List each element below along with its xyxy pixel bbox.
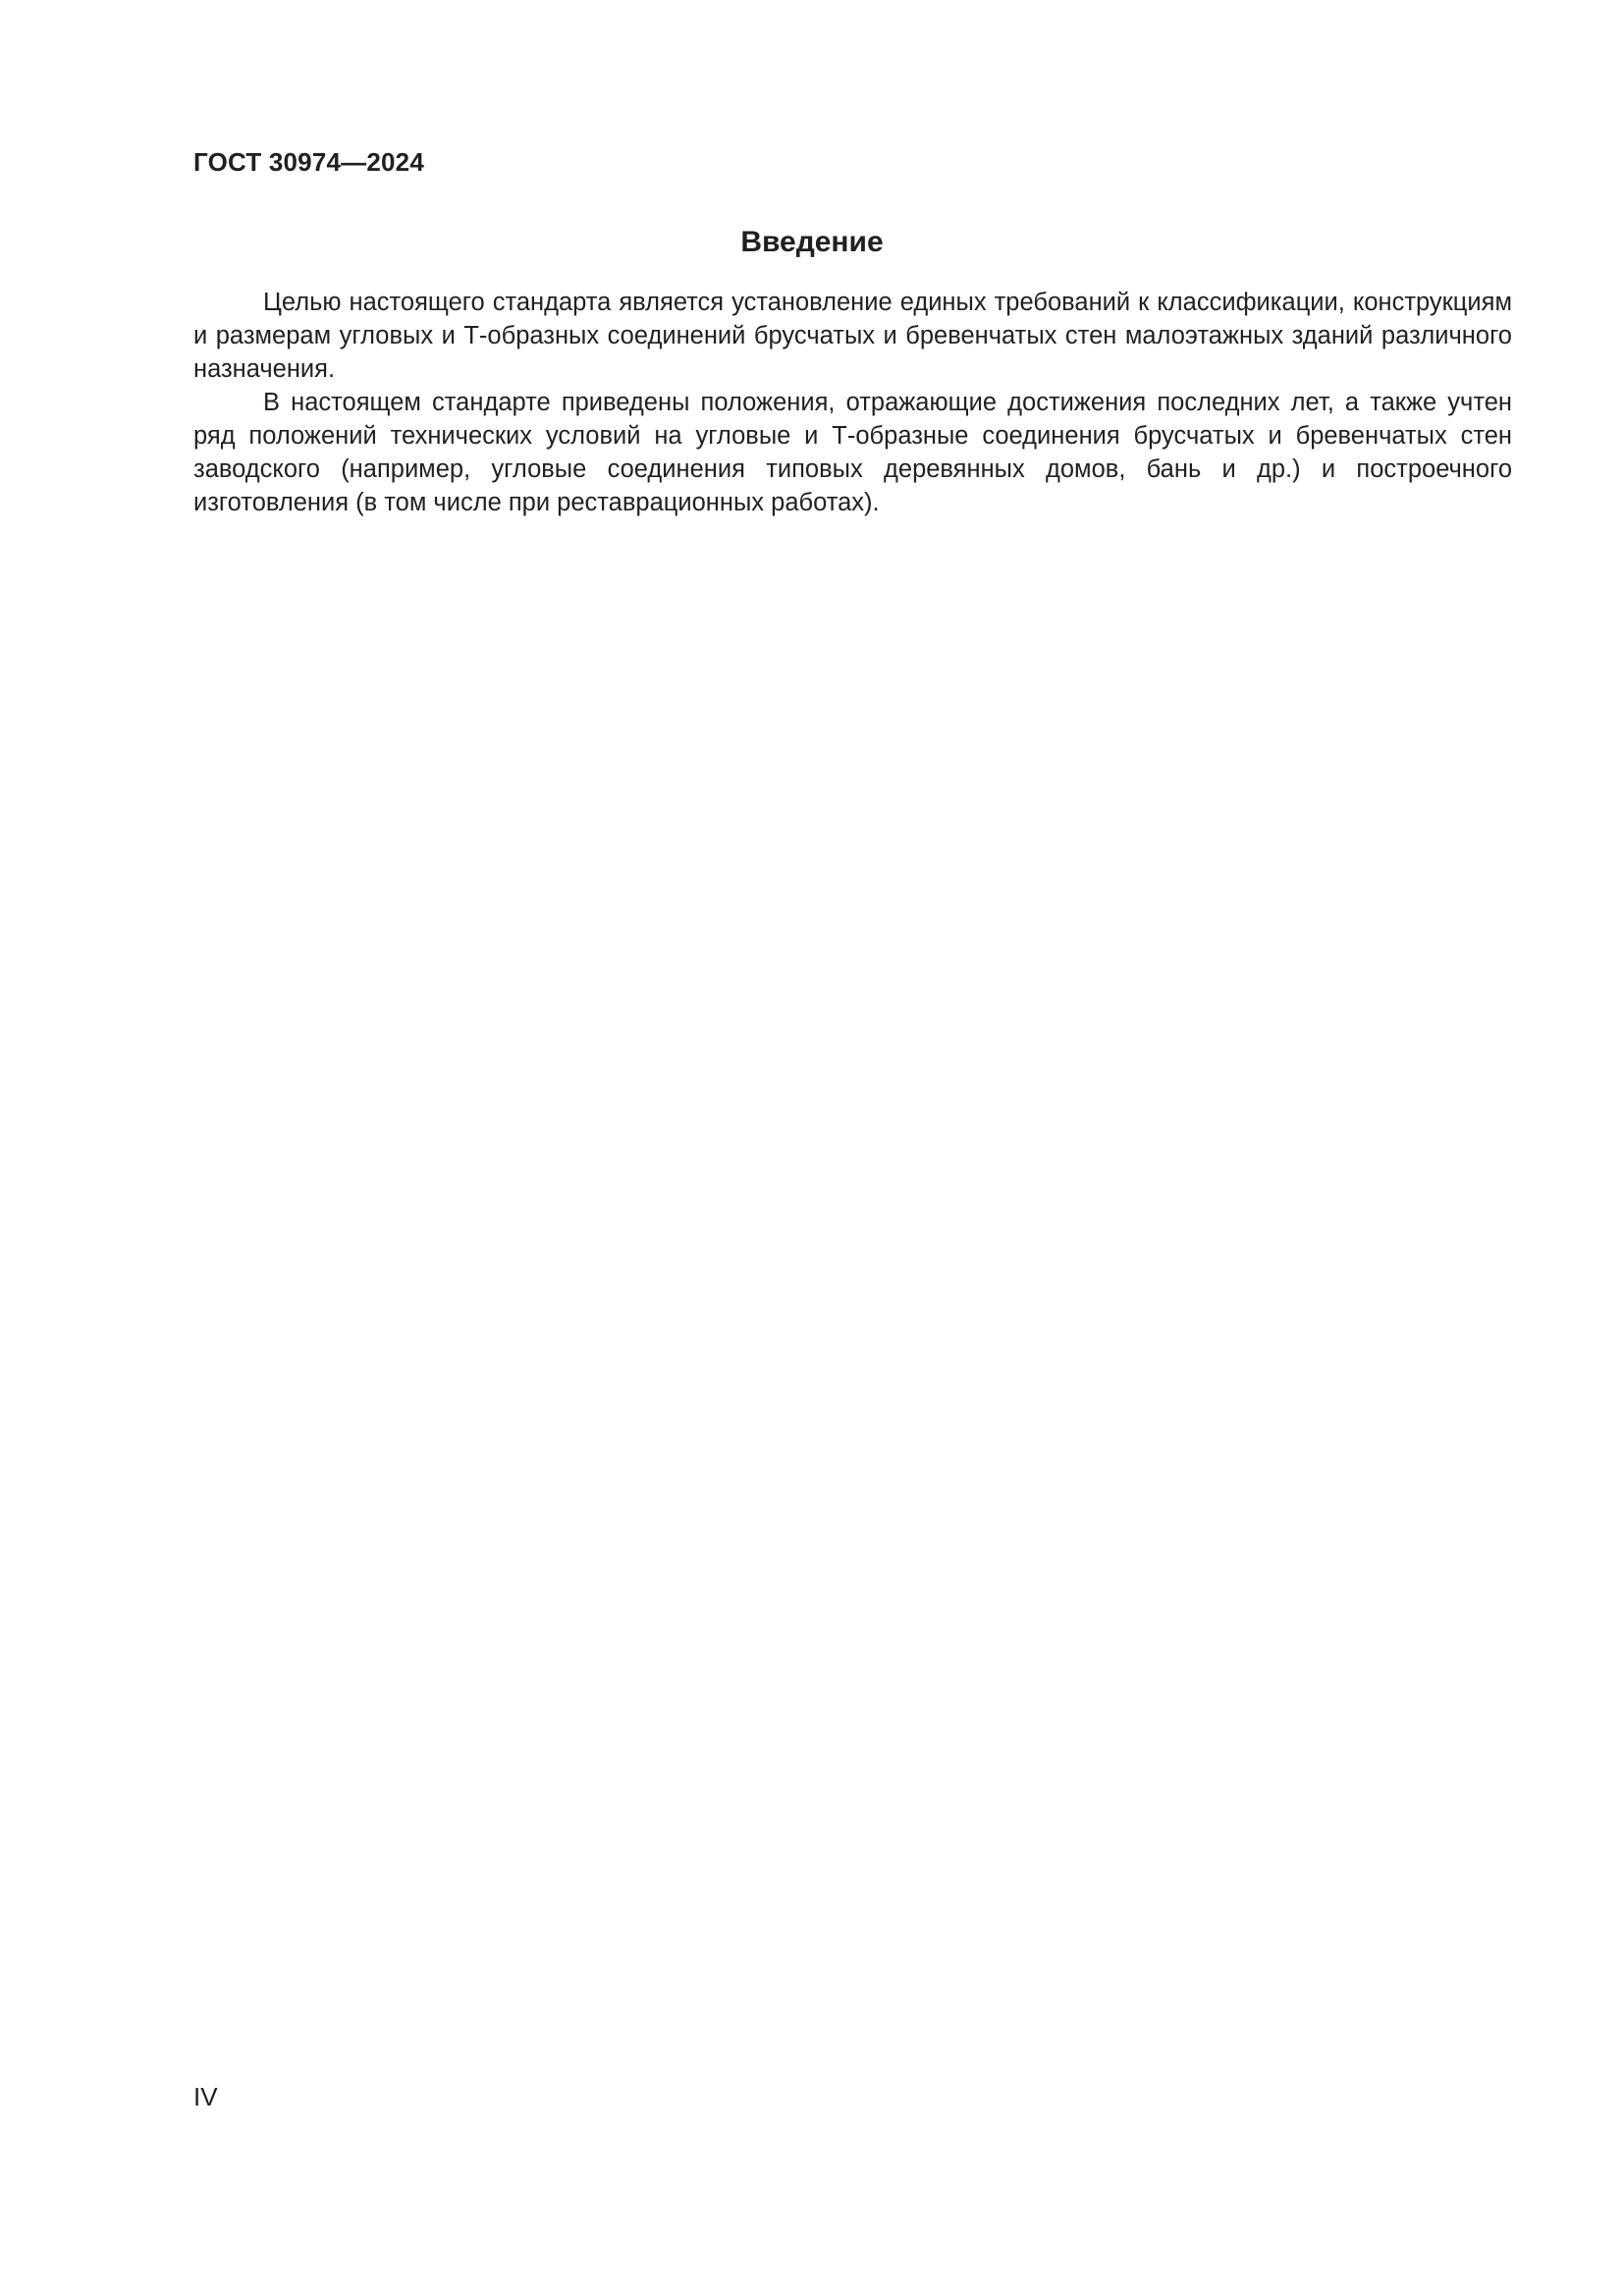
- page-number: IV: [193, 2082, 218, 2111]
- paragraph: Целью настоящего стандарта является установление единых требований к классификации, конструкциям и размерам угловых и Т-образных соединений брусчатых и бревенчатых стен малоэтажных зданий различного назначения.: [193, 289, 1512, 383]
- section-title: Введение: [740, 226, 884, 258]
- paragraph: В настоящем стандарте приведены положения, отражающие достижения последних лет, а также учтен ряд положений технических условий на угловые и Т-образные соединения брусчатых и бревенчатых стен заводского (например, угловые соединения типовых деревянных домов, бань и др.) и построечного изготовления (в том числе при реставрационных работах).: [193, 389, 1512, 516]
- document-code: ГОСТ 30974—2024: [193, 147, 424, 177]
- body-text: [193, 286, 1512, 519]
